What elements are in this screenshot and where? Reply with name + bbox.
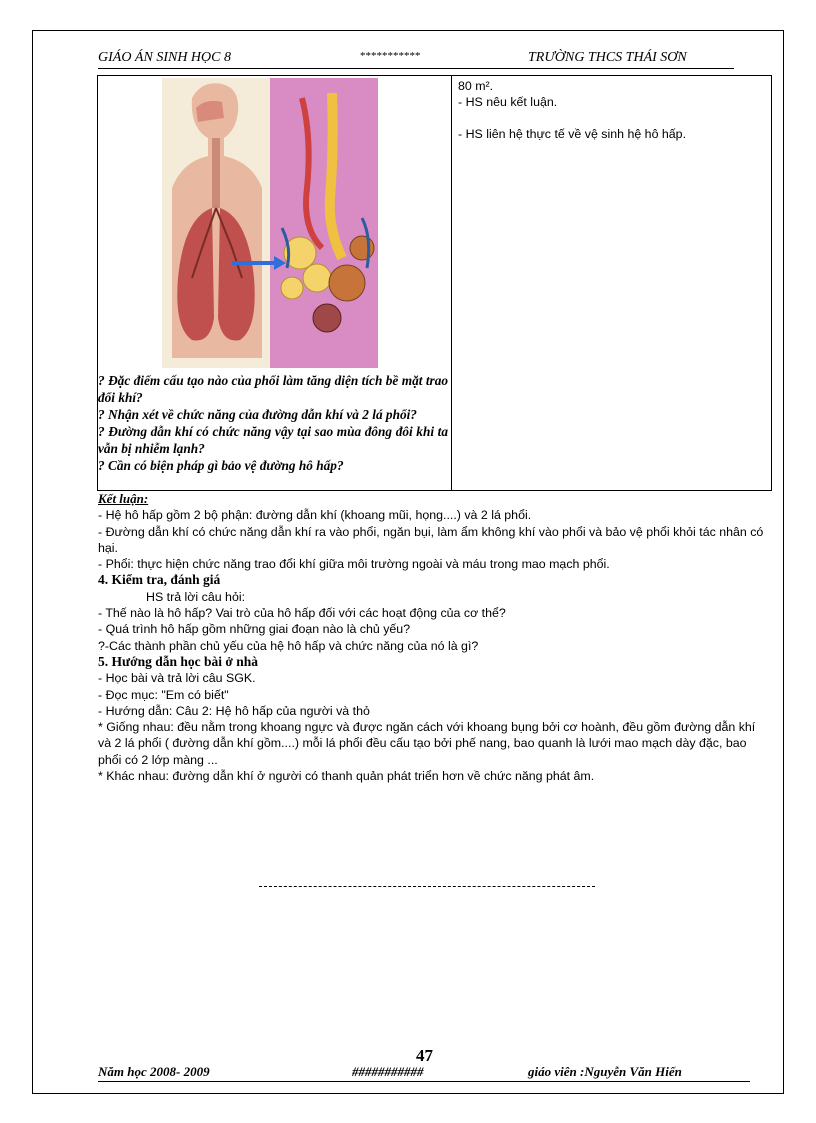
page-footer bbox=[98, 1062, 748, 1082]
question: ? Cần có biện pháp gì bảo vệ đường hô hấp? bbox=[98, 458, 344, 473]
trachea bbox=[212, 138, 220, 208]
page-number: 47 bbox=[416, 1046, 433, 1065]
student-activity-column bbox=[458, 78, 768, 142]
alveolus-4 bbox=[350, 236, 374, 260]
question: ? Nhận xét về chức năng của đường dẫn khí và 2 lá phổi? bbox=[98, 407, 417, 422]
homework-line: * Khác nhau: đường dẫn khí ở người có thanh quản phát triển hơn về chức năng phát âm. bbox=[98, 769, 595, 784]
assessment-intro: HS trả lời câu hỏi: bbox=[146, 589, 246, 604]
activity-line: 80 m². bbox=[458, 79, 494, 93]
homework-line: - Học bài và trả lời câu SGK. bbox=[98, 671, 256, 686]
assessment-line: - Quá trình hô hấp gồm những giai đoạn nào là chủ yếu? bbox=[98, 622, 411, 637]
conclusion-title: Kết luận: bbox=[98, 491, 149, 506]
homework-line: - Hướng dẫn: Câu 2: Hệ hô hấp của người và thỏ bbox=[98, 703, 370, 718]
assessment-line: - Thế nào là hô hấp? Vai trò của hô hấp đối với các hoạt động của cơ thể? bbox=[98, 606, 506, 621]
question: ? Đường dẫn khí có chức năng vậy tại sao mùa đông đôi khi ta vẫn bị nhiễm lạnh? bbox=[98, 424, 448, 456]
header-school: TRƯỜNG THCS THÁI SƠN bbox=[528, 50, 687, 65]
footer-hashes: ########### bbox=[352, 1064, 424, 1079]
activity-line: - HS liên hệ thực tế về vệ sinh hệ hô hấp. bbox=[458, 127, 687, 141]
section-heading-homework: 5. Hướng dẫn học bài ở nhà bbox=[98, 653, 258, 669]
alveolus-6 bbox=[281, 277, 303, 299]
spacer bbox=[458, 110, 768, 126]
footer-rule bbox=[98, 1081, 750, 1082]
conclusion-line: - Hệ hô hấp gồm 2 bộ phận: đường dẫn khí (khoang mũi, họng....) và 2 lá phổi. bbox=[98, 508, 532, 523]
homework-line: - Đọc mục: "Em có biết" bbox=[98, 687, 229, 702]
conclusion-line: - Đường dẫn khí có chức năng dẫn khí ra vào phổi, ngăn bụi, làm ẩm không khí vào phổi và bảo vệ phổi khỏi tác nhân có hại. bbox=[98, 524, 764, 555]
header-subject: GIÁO ÁN SINH HỌC 8 bbox=[98, 50, 231, 65]
section-heading-assessment: 4. Kiểm tra, đánh giá bbox=[98, 572, 221, 588]
activity-line: - HS nêu kết luận. bbox=[458, 95, 558, 109]
alveolus-2 bbox=[303, 264, 331, 292]
homework-line: * Giống nhau: đều nằm trong khoang ngực và được ngăn cách với khoang bụng bởi cơ hoành, đều gồm đường dẫn khí và 2 lá phổi ( đường dẫn khí gồm....) mỗi lá phổi đều cấu tạo bởi phế nang, bao quanh là lưới mao mạch dày đặc, bao phổi có 2 lớp màng ... bbox=[98, 720, 756, 767]
alveolus-3 bbox=[329, 265, 365, 301]
assessment-line: ?-Các thành phần chủ yếu của hệ hô hấp và chức năng của nó là gì? bbox=[98, 638, 479, 653]
question: ? Đặc điểm cấu tạo nào của phổi làm tăng diện tích bề mặt trao đổi khí? bbox=[98, 373, 448, 405]
alveolus-5 bbox=[313, 304, 341, 332]
respiratory-system-figure bbox=[162, 78, 378, 368]
questions-block bbox=[98, 372, 448, 474]
conclusion-line: - Phổi: thực hiện chức năng trao đổi khí giữa môi trường ngoài và máu trong mao mạch phổi. bbox=[98, 557, 610, 572]
lesson-body bbox=[98, 491, 770, 784]
footer-teacher: giáo viên :Nguyễn Văn Hiến bbox=[528, 1064, 682, 1079]
section-separator bbox=[259, 886, 595, 887]
footer-school-year: Năm học 2008- 2009 bbox=[98, 1064, 210, 1079]
header-stars: *********** bbox=[360, 50, 421, 62]
header-rule bbox=[98, 68, 734, 69]
table-column-divider bbox=[451, 75, 452, 491]
